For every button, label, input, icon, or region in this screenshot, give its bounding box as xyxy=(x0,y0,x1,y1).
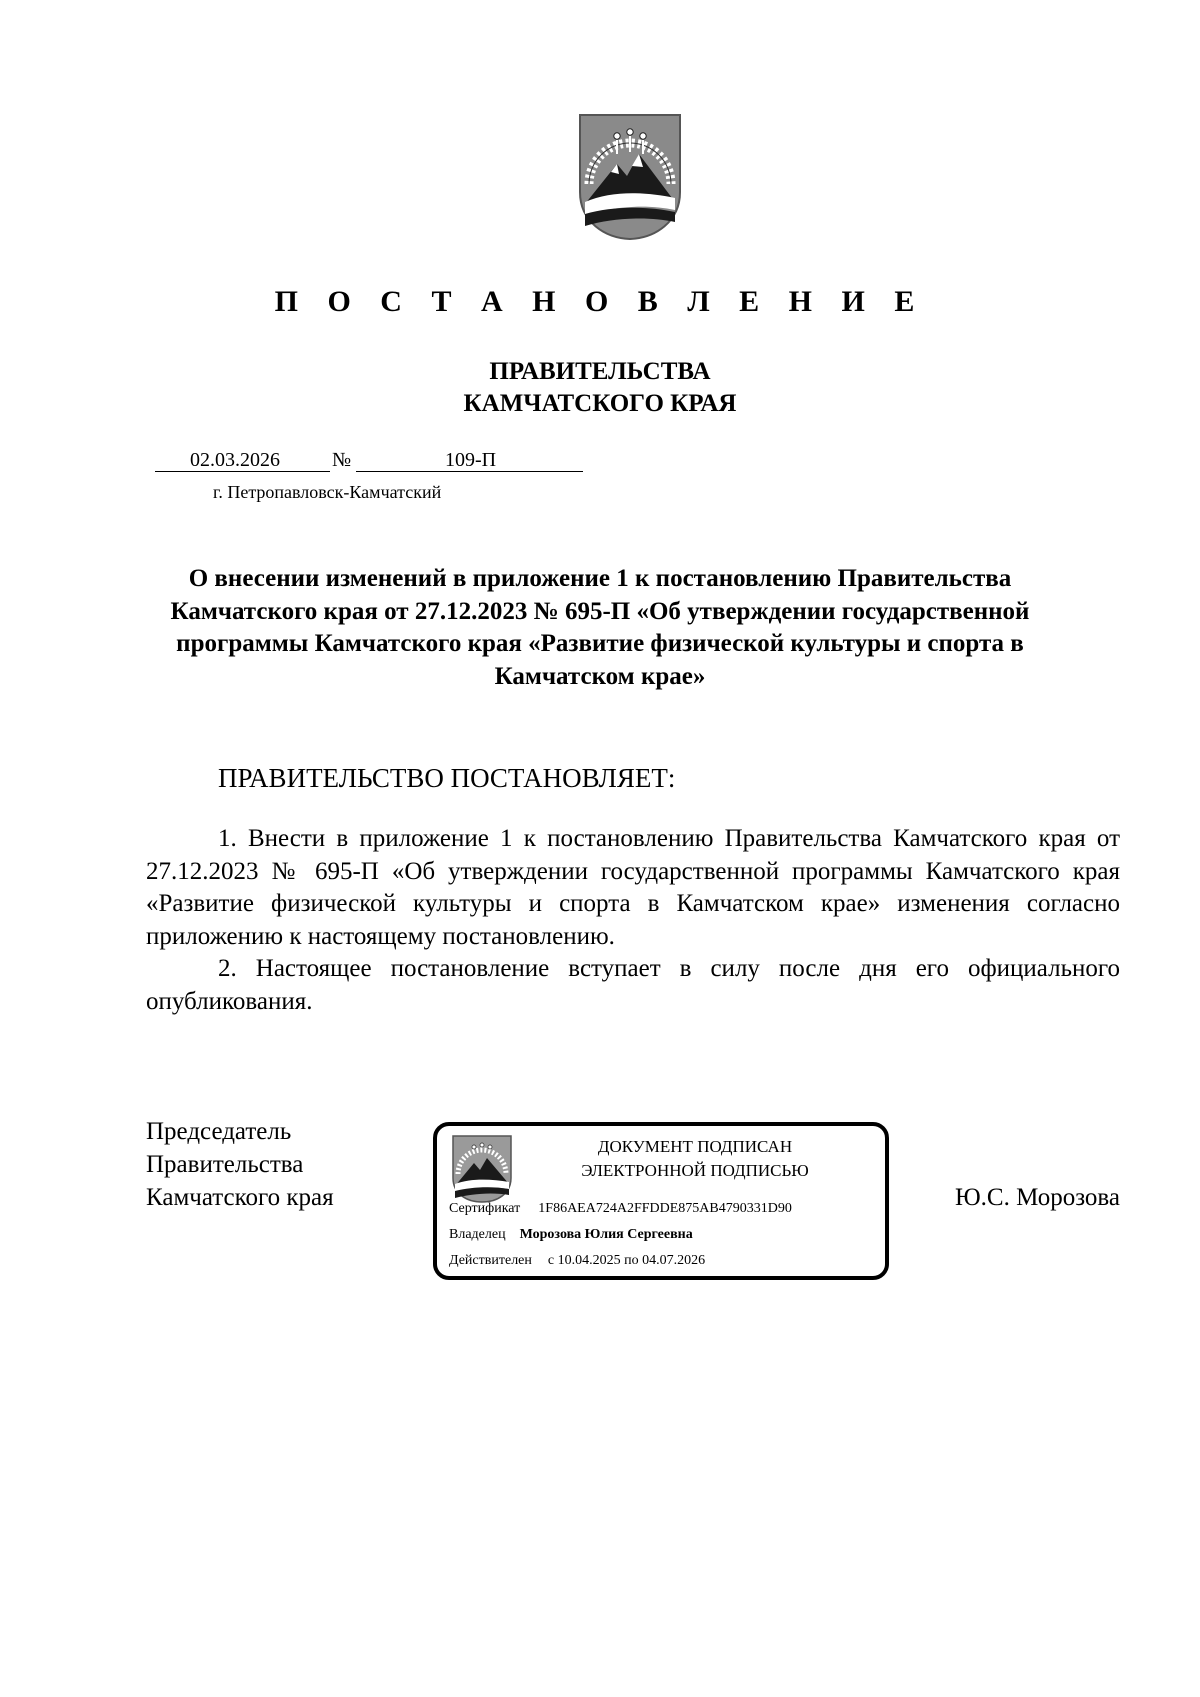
authority-line-2: КАМЧАТСКОГО КРАЯ xyxy=(463,390,737,417)
document-type-title: П О С Т А Н О В Л Е Н И Е xyxy=(274,285,926,318)
number-underline xyxy=(356,471,583,472)
certificate-label: Сертификат xyxy=(449,1201,521,1216)
stamp-certificate-row xyxy=(449,1200,792,1218)
document-date: 02.03.2026 xyxy=(190,449,280,471)
stamp-title-line-1: ДОКУМЕНТ ПОДПИСАН xyxy=(597,1137,793,1156)
stamp-title-line-2: ЭЛЕКТРОННОЙ ПОДПИСЬЮ xyxy=(581,1161,809,1180)
number-sign: № xyxy=(332,449,352,471)
signer-position-line-3: Камчатского края xyxy=(146,1184,334,1211)
stamp-validity-row xyxy=(449,1252,705,1270)
authority-line-1: ПРАВИТЕЛЬСТВА xyxy=(489,358,711,385)
certificate-value: 1F86AEA724A2FFDDE875AB4790331D90 xyxy=(538,1201,792,1216)
signer-position-line-1: Председатель xyxy=(146,1118,292,1145)
signer-name: Ю.С. Морозова xyxy=(954,1184,1120,1211)
electronic-signature-stamp xyxy=(433,1122,889,1280)
validity-value: с 10.04.2025 по 04.07.2026 xyxy=(547,1253,706,1268)
paragraph-1: 1. Внести в приложение 1 к постановлению Правительства Камчатского края от 27.12.2023 № 695-П «Об утверждении государственной программы Камчатского края «Развитие физической культуры и спорта в Камчатском крае» изменения согласно приложению к настоящему постановлению. xyxy=(146,825,1120,950)
document-subject: О внесении изменений в приложение 1 к постановлению Правительства Камчатского края от 27.12.2023 № 695-П «Об утверждении государственной программы Камчатского края «Развитие физической культуры и спорта в Камчатском крае» xyxy=(170,565,1030,690)
signer-position-line-2: Правительства xyxy=(146,1151,304,1178)
decree-heading: ПРАВИТЕЛЬСТВО ПОСТАНОВЛЯЕТ: xyxy=(218,763,676,793)
owner-label: Владелец xyxy=(449,1227,506,1242)
validity-label: Действителен xyxy=(449,1253,532,1268)
paragraph-2: 2. Настоящее постановление вступает в силу после дня его официального опубликования. xyxy=(146,955,1120,1015)
stamp-owner-row xyxy=(449,1226,693,1244)
owner-value: Морозова Юлия Сергеевна xyxy=(519,1227,693,1242)
place-of-issue: г. Петропавловск-Камчатский xyxy=(213,482,442,502)
coat-of-arms-icon xyxy=(577,112,683,242)
document-number: 109-П xyxy=(445,449,497,471)
date-underline xyxy=(155,471,330,472)
